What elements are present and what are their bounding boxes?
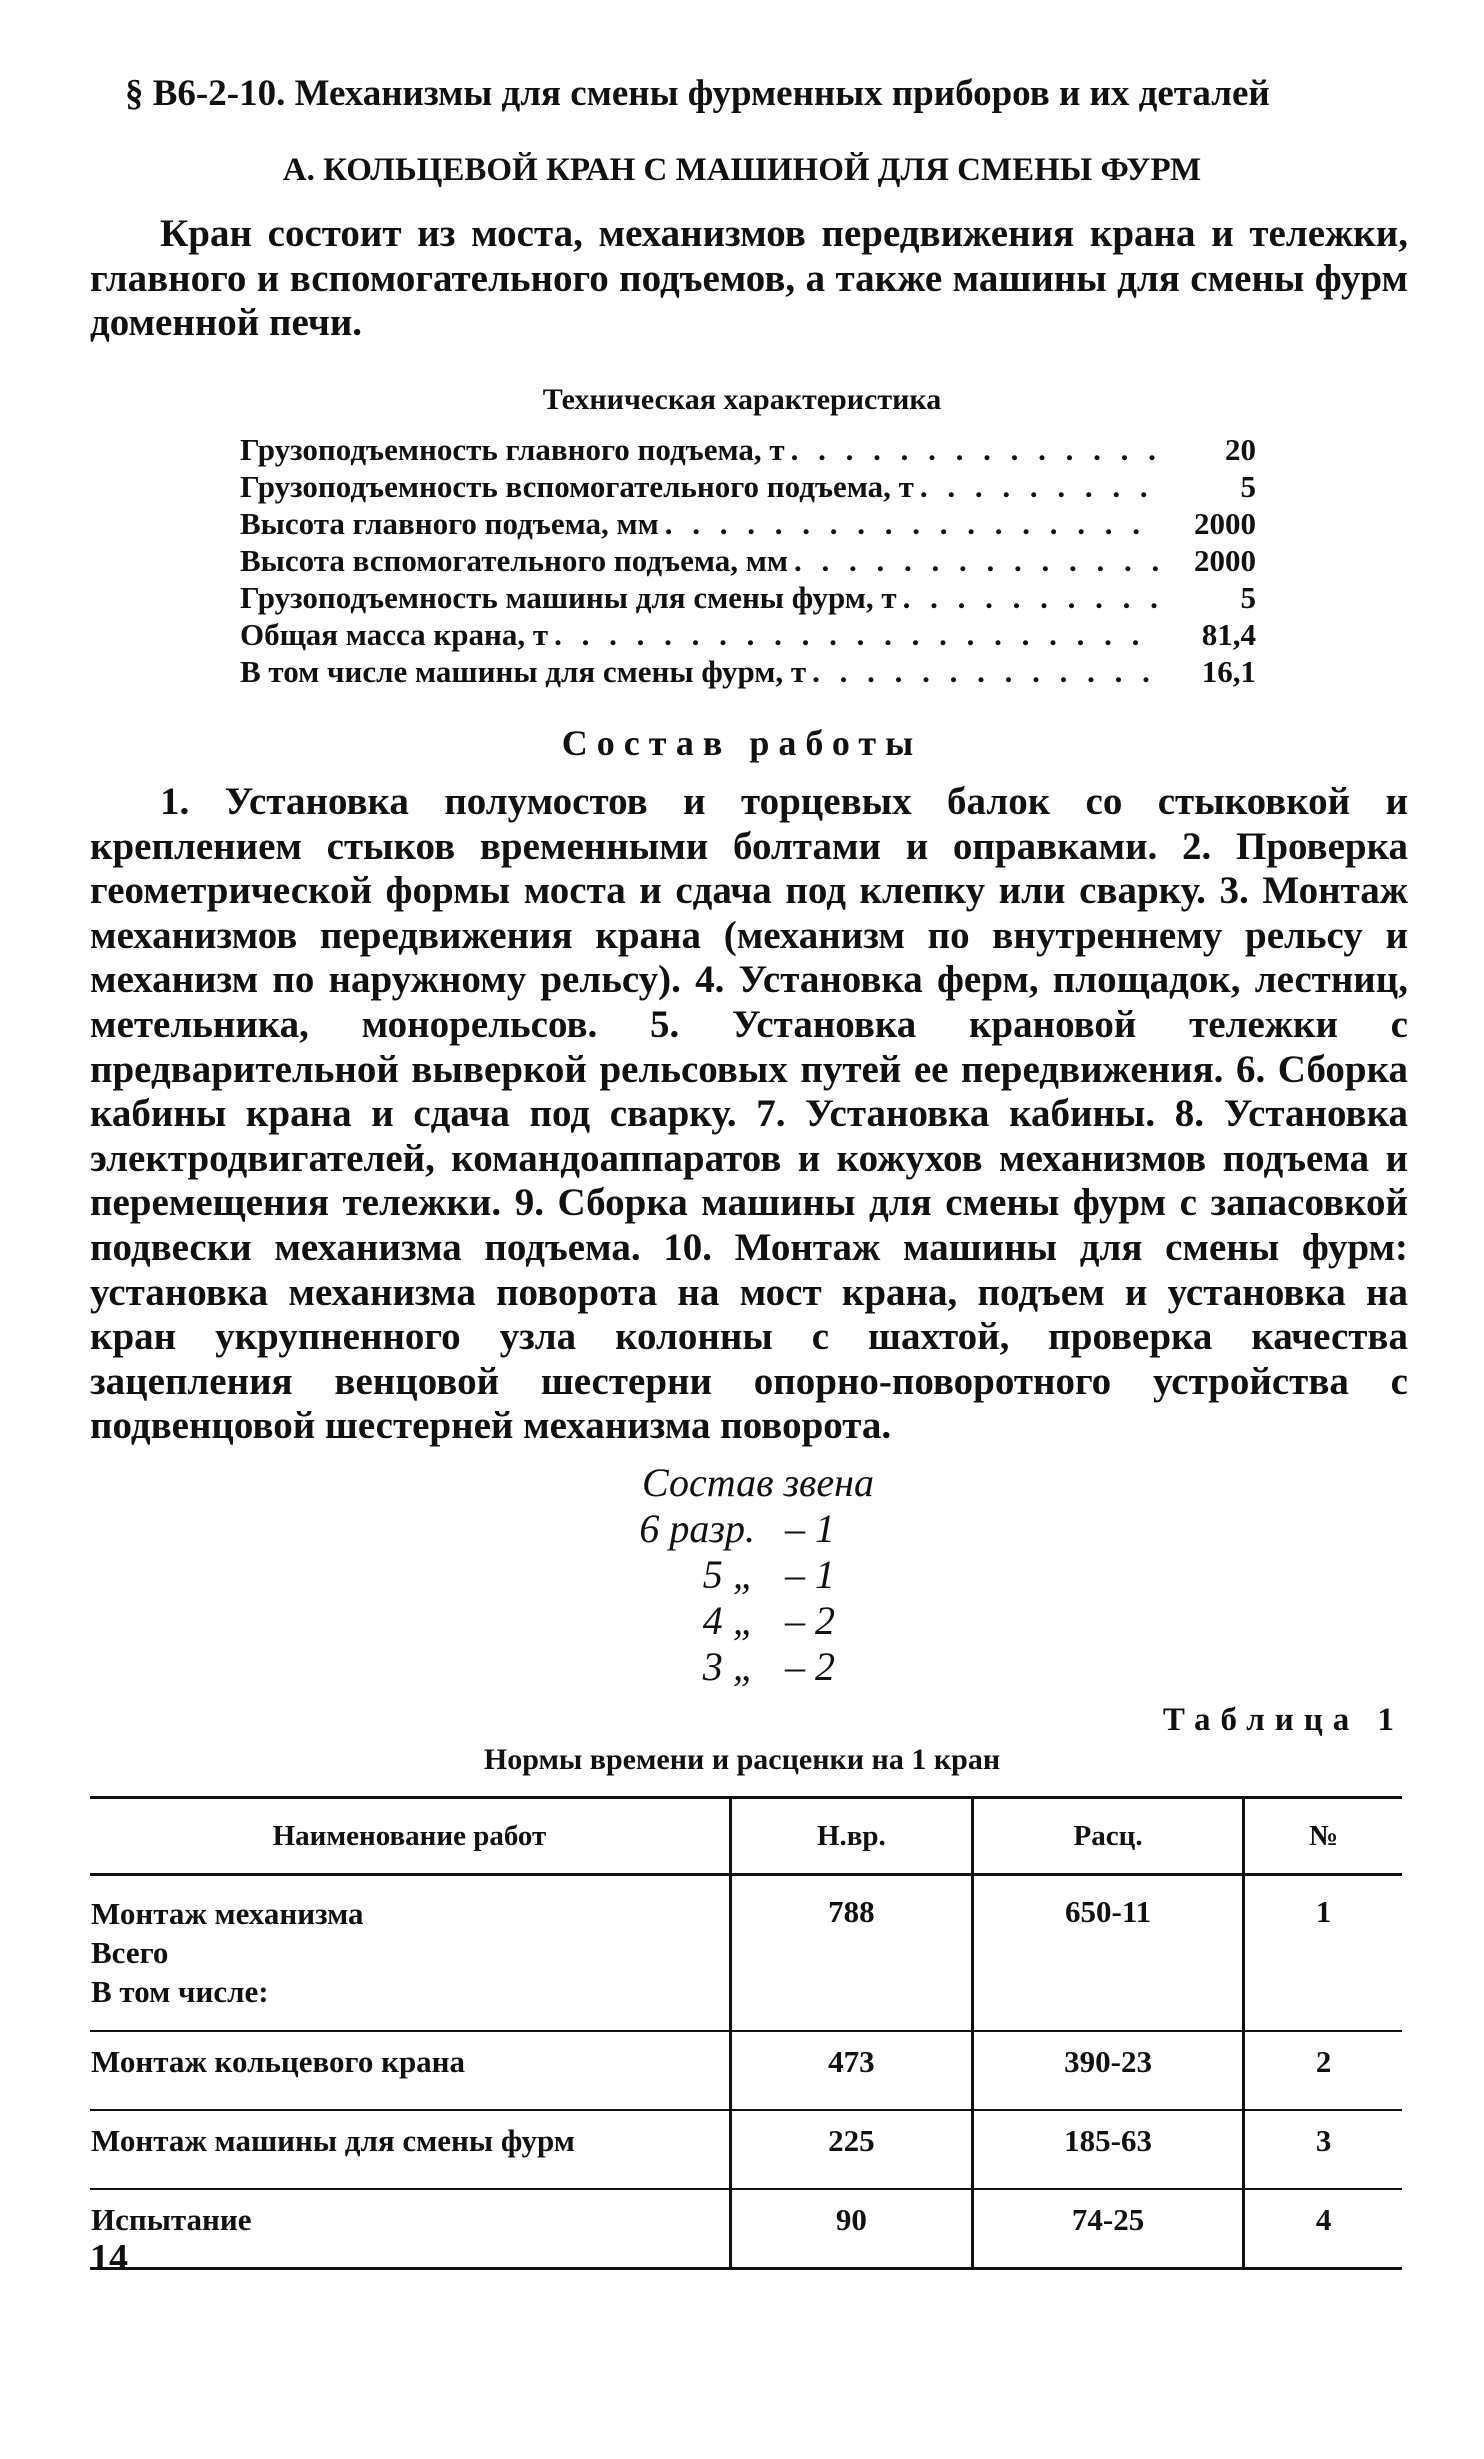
spec-value: 16,1 (1201, 654, 1256, 689)
spec-label: Грузоподъемность главного подъема, т (240, 432, 785, 467)
intro-paragraph: Кран состоит из моста, механизмов передвижения крана и тележки, главного и вспомогательного подъемов, а также машины для смены фурм доменной печи. (90, 212, 1408, 345)
rate-cell: 390-23 (972, 2031, 1243, 2110)
spec-label: Высота главного подъема, мм (240, 506, 659, 541)
dot-leader (794, 543, 1160, 579)
section-title: § В6-2-10. Механизмы для смены фурменных приборов и их деталей (125, 73, 1270, 114)
spec-row (240, 469, 1256, 506)
work-name-cell (90, 1875, 730, 2032)
spec-row (240, 580, 1256, 617)
crew-title: Состав звена (642, 1460, 875, 1505)
crew-count: – 1 (785, 1552, 835, 1597)
dot-leader (554, 617, 1160, 653)
work-name-line: В том числе: (91, 1974, 269, 2009)
column-header: Наименование работ (90, 1798, 730, 1875)
work-name-cell: Монтаж кольцевого крана (90, 2031, 730, 2110)
crew-row (560, 1598, 920, 1644)
spec-value: 5 (1240, 580, 1256, 615)
rate-cell: 185-63 (972, 2110, 1243, 2189)
spec-value: 2000 (1194, 506, 1256, 541)
spec-row (240, 432, 1256, 469)
number-cell: 4 (1244, 2189, 1402, 2269)
spec-label: Грузоподъемность вспомогательного подъема, т (240, 469, 914, 504)
hours-cell: 788 (730, 1875, 972, 2032)
table-row (90, 1875, 1402, 2032)
table-row (90, 2189, 1402, 2269)
crew-grade: 5 „ (702, 1552, 755, 1597)
work-name-line: Всего (91, 1935, 169, 1970)
number-cell: 3 (1244, 2110, 1402, 2189)
spec-row (240, 654, 1256, 691)
spec-value: 81,4 (1201, 617, 1256, 652)
work-heading: Состав работы (561, 723, 923, 763)
work-paragraph: 1. Установка полумостов и торцевых балок со стыковкой и креплением стыков временными болтами и оправками. 2. Проверка геометрической формы моста и сдача под клепку или сварку. 3. Монтаж механизмов передвижения крана (механизм по внутреннему рельсу и механизм по наружному рельсу). 4. Установка ферм, площадок, лестниц, метельника, монорельсов. 5. Установка крановой тележки с предварительной выверкой рельсовых путей ее передвижения. 6. Сборка кабины крана и сдача под сварку. 7. Установка кабины. 8. Установка электродвигателей, командоаппаратов и кожухов механизмов подъема и перемещения тележки. 9. Сборка машины для смены фурм с запасовкой подвески механизма подъема. 10. Монтаж машины для смены фурм: установка механизма поворота на мост крана, подъем и установка на кран укрупненного узла колонны с шахтой, проверка качества зацепления венцовой шестерни опорно-поворотного устройства с подвенцовой шестерней механизма поворота. (90, 780, 1408, 1448)
page-number: 14 (90, 2237, 128, 2279)
column-header: Расц. (972, 1798, 1243, 1875)
crew-row (560, 1506, 920, 1552)
spec-label: Грузоподъемность машины для смены фурм, т (240, 580, 897, 615)
number-cell: 2 (1244, 2031, 1402, 2110)
table-header-row (90, 1798, 1402, 1875)
crew-composition (560, 1460, 920, 1690)
crew-grade: 3 „ (702, 1644, 755, 1689)
table-row (90, 2110, 1402, 2189)
dot-leader (665, 506, 1160, 542)
crew-grade: 4 „ (702, 1598, 755, 1643)
spec-value: 5 (1240, 469, 1256, 504)
spec-label: Высота вспомогательного подъема, мм (240, 543, 789, 578)
spec-label: Общая масса крана, т (240, 617, 549, 652)
dot-leader (920, 469, 1160, 505)
norms-table (90, 1796, 1402, 2270)
spec-label: В том числе машины для смены фурм, т (240, 654, 807, 689)
crew-row (560, 1644, 920, 1690)
rate-cell: 650-11 (972, 1875, 1243, 2032)
hours-cell: 90 (730, 2189, 972, 2269)
tech-spec-list (240, 432, 1256, 691)
table-label: Таблица 1 (1162, 1702, 1404, 1738)
crew-grade: 6 разр. (639, 1506, 755, 1551)
spec-row (240, 617, 1256, 654)
crew-count: – 2 (785, 1598, 835, 1643)
hours-cell: 225 (730, 2110, 972, 2189)
dot-leader (791, 432, 1160, 468)
crew-row (560, 1552, 920, 1598)
spec-row (240, 543, 1256, 580)
crew-count: – 1 (785, 1506, 835, 1551)
work-name-cell: Монтаж машины для смены фурм (90, 2110, 730, 2189)
table-title: Нормы времени и расценки на 1 кран (483, 1743, 1001, 1776)
work-name-cell: Испытание (90, 2189, 730, 2269)
dot-leader (812, 654, 1160, 690)
column-header: Н.вр. (730, 1798, 972, 1875)
tech-spec-heading: Техническая характеристика (542, 383, 942, 416)
spec-value: 20 (1225, 432, 1256, 467)
hours-cell: 473 (730, 2031, 972, 2110)
rate-cell: 74-25 (972, 2189, 1243, 2269)
column-header: № (1244, 1798, 1402, 1875)
work-name-line: Монтаж механизма (91, 1896, 364, 1931)
spec-value: 2000 (1194, 543, 1256, 578)
subsection-title: А. КОЛЬЦЕВОЙ КРАН С МАШИНОЙ ДЛЯ СМЕНЫ ФУРМ (282, 152, 1202, 188)
dot-leader (903, 580, 1160, 616)
number-cell: 1 (1244, 1875, 1402, 2032)
table-row (90, 2031, 1402, 2110)
crew-count: – 2 (785, 1644, 835, 1689)
spec-row (240, 506, 1256, 543)
